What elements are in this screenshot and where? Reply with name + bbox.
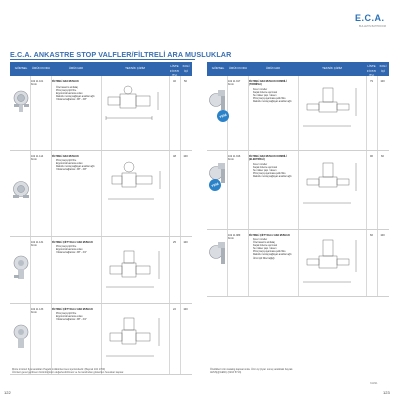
header-price: LİSTE (170, 64, 179, 68)
product-photo (10, 151, 30, 236)
pack-qty: 100 (183, 308, 188, 311)
price: 66 (370, 234, 373, 237)
page-number-right: 123 (383, 390, 390, 395)
product-photo (207, 230, 227, 296)
product-name: FİLTRELİ ÇİFTYOLLU ARA MUSLUK (249, 234, 290, 237)
technical-drawing (299, 82, 365, 136)
header-pack-sub: İÇİ (184, 69, 188, 73)
feature-list: • Özel tasarım ambalaj • Pirinç kaçış tipli fitre • Ergonomik kavrama volan • Rakorlu montaj sağlayan anahtar ağzı • Yoklama bağlantısı: 3/8" - 3/8" (50, 87, 104, 102)
product-photo (10, 76, 30, 150)
technical-drawing (299, 157, 365, 213)
brand-logo (355, 13, 385, 25)
feature-list: • Kısa / rozetler • Özel tasarım ambalaj • Kaçak önleme ayrımsal • Su mikser çapı / desen • Pirinç kaçış ayarmasa çelik filtre • Rakorlu montaj sağlayan anahtar ağzı • Ürün tipli filtre bağlığı (247, 239, 301, 261)
header-price: LİSTE (367, 64, 376, 68)
pack-qty: 100 (380, 80, 385, 83)
page-title: E.C.A. ANKASTRE STOP VALFLER/FİLTRELİ ARA MUSLUKLAR (10, 50, 232, 59)
technical-drawing (102, 243, 168, 295)
brand-tagline: BULLETIN BATHROOM (359, 25, 386, 28)
product-code: 102 11 131 Krom (31, 241, 44, 248)
product-name: FİLTRELİ ARA MUSLUK (52, 80, 79, 83)
table-row (207, 76, 389, 151)
product-code: 102 11 114 Krom (31, 155, 44, 162)
product-code: 102 11 916 Krom (228, 155, 241, 162)
price: 22 (173, 308, 176, 311)
price: 48 (173, 155, 176, 158)
feature-list: • Kısa / rozetler • Kaçak önleme ayrımsal • Su mikser çapı / desen • Pirinç kaçış ayarmasa çelik filtre • Rakorlu montaj sağlayan anahtar ağzı (247, 164, 301, 179)
feature-list: • Kısa / rozetler • Kaçak önleme ayrımsal • Su mikser çapı / desen • Pirinç kaçış ayarmasa çelik filtre • Rakorlu montaj sağlayan anahtar ağzı (247, 89, 301, 104)
header-pack: KOLİ (379, 64, 387, 68)
technical-drawing (102, 82, 168, 132)
title-rule (10, 59, 195, 60)
feature-list: • Pirinç kaçış tipli fitre • Ergonomik kavrama volan • Yoklama bağlantısı: 3/8" - 3/4" (50, 246, 104, 255)
footer-code: 311/91 (370, 382, 378, 385)
technical-drawing (102, 157, 168, 217)
pack-qty: 60 (381, 155, 384, 158)
left-product-table (10, 62, 192, 375)
pack-qty: 100 (183, 155, 188, 158)
price: 96 (370, 155, 373, 158)
header-image: GÖRSEL (14, 66, 28, 70)
header-pack: KOLİ (182, 64, 190, 68)
header-drawing: TEKNİK ÇİZİM (322, 66, 342, 70)
product-name: FİLTRELİ ÇİFTYOLLU ARA MUSLUK (52, 308, 93, 311)
price: 46 (173, 80, 176, 83)
pack-qty: 50 (184, 80, 187, 83)
header-price-sub: FİYATI (TL) (367, 69, 376, 77)
header-pack-sub: İÇİ (381, 69, 385, 73)
product-name: FİLTRELİ ARA MUSLUK KOMBİLİ (ELEKTRİKLİ) (249, 155, 287, 161)
technical-drawing (299, 236, 365, 292)
header-image: GÖRSEL (211, 66, 225, 70)
header-price-sub: FİYATI (TL) (170, 69, 179, 77)
new-badge: YENİ (207, 177, 222, 192)
technical-drawing (102, 310, 168, 364)
header-code: ÜRÜN KODU (31, 66, 51, 70)
footnotes-left: Müze ürünleri fiyat aralıkları Pagebi mülkümlenmesi içerisindedir. (Bayrak 102 1700) Ürünleri genel gerilmem bütünlüğünün değerlendirilmesi ve bu tarafından gösterilen hususları kapsar. (12, 368, 124, 375)
header-code: ÜRÜN KODU (228, 66, 248, 70)
product-photo (10, 237, 30, 303)
footnotes-right: Özellikleri ürün katalog kapsamında. Ürün iş Çiyarı sonuç aralıktaki bayrak. AMUŞ@GENÇ (0216 5713) (210, 368, 294, 375)
brand-logo-text: E.C.A. (355, 13, 385, 23)
header-name: ÜRÜN ADI (265, 66, 281, 70)
feature-list: • Pirinç kaçış tipli fitre • Ergonomik kavrama volan • Yoklama bağlantısı: 3/8" - 3/4" (50, 313, 104, 322)
right-product-table (207, 62, 389, 297)
table-header (207, 62, 389, 76)
feature-list: • Pirinç kaçış tipli fitre • Ergonomik kavrama volan • Rakorlu montaj sağlayan anahtar ağzı • Yoklama bağlantısı: 3/8" - 3/8" (50, 160, 104, 172)
product-code: 102 11 917 Krom (228, 80, 241, 87)
table-row (207, 230, 389, 297)
pack-qty: 100 (380, 234, 385, 237)
new-badge: YENİ (215, 108, 230, 123)
header-name: ÜRÜN ADI (68, 66, 84, 70)
product-name: FİLTRELİ ÇİFTYOLLU ARA MUSLUK (52, 241, 93, 244)
product-code: 102 11 101 Krom (31, 80, 44, 87)
table-row (207, 151, 389, 230)
product-name: FİLTRELİ ARA MUSLUK KOMBİLİ (TORNİSLI) (249, 80, 287, 86)
table-row (10, 304, 192, 375)
table-header (10, 62, 192, 76)
price: 25 (173, 241, 176, 244)
pack-qty: 100 (183, 241, 188, 244)
page-number-left: 122 (4, 390, 11, 395)
table-row (10, 76, 192, 151)
product-name: FİLTRELİ ARA MUSLUK (52, 155, 79, 158)
product-photo (10, 304, 30, 374)
header-drawing: TEKNİK ÇİZİM (125, 66, 145, 70)
table-row (10, 237, 192, 304)
product-code: 102 11 989 Krom (228, 234, 241, 241)
product-code: 102 11 133 Krom (31, 308, 44, 315)
table-row (10, 151, 192, 237)
price: 79 (370, 80, 373, 83)
